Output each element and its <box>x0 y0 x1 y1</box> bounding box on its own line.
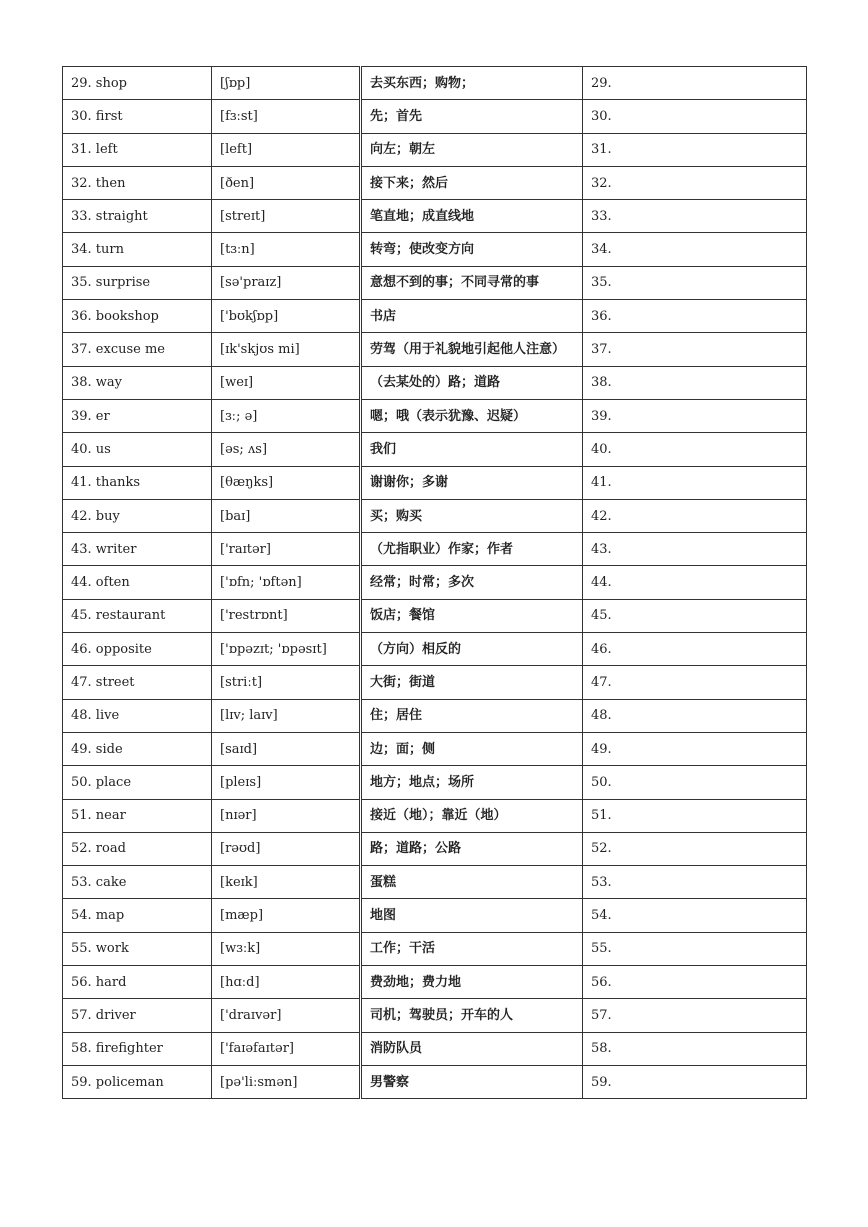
meaning-cell: 接下来；然后 <box>361 166 583 199</box>
phonetic-cell: [baɪ] <box>212 499 361 532</box>
meaning-cell: 司机；驾驶员；开车的人 <box>361 999 583 1032</box>
word-cell: 33. straight <box>63 200 212 233</box>
answer-blank-cell: 59. <box>583 1065 807 1098</box>
answer-blank-cell: 45. <box>583 599 807 632</box>
meaning-cell: 意想不到的事；不同寻常的事 <box>361 266 583 299</box>
answer-blank-cell: 46. <box>583 633 807 666</box>
word-cell: 50. place <box>63 766 212 799</box>
word-cell: 41. thanks <box>63 466 212 499</box>
table-row <box>63 499 807 532</box>
phonetic-cell: [hɑːd] <box>212 966 361 999</box>
word-cell: 32. then <box>63 166 212 199</box>
answer-blank-cell: 31. <box>583 133 807 166</box>
table-row <box>63 233 807 266</box>
answer-blank-cell: 51. <box>583 799 807 832</box>
phonetic-cell: [ʃɒp] <box>212 67 361 100</box>
phonetic-cell: ['draɪvər] <box>212 999 361 1032</box>
meaning-cell: 大街；街道 <box>361 666 583 699</box>
answer-blank-cell: 32. <box>583 166 807 199</box>
phonetic-cell: [əs; ʌs] <box>212 433 361 466</box>
phonetic-cell: [keɪk] <box>212 866 361 899</box>
word-cell: 36. bookshop <box>63 300 212 333</box>
phonetic-cell: [striːt] <box>212 666 361 699</box>
phonetic-cell: [wɜːk] <box>212 932 361 965</box>
table-row <box>63 732 807 765</box>
meaning-cell: 书店 <box>361 300 583 333</box>
phonetic-cell: [tɜːn] <box>212 233 361 266</box>
word-cell: 56. hard <box>63 966 212 999</box>
table-row <box>63 266 807 299</box>
phonetic-cell: ['restrɒnt] <box>212 599 361 632</box>
meaning-cell: 边；面；侧 <box>361 732 583 765</box>
table-row <box>63 966 807 999</box>
table-row <box>63 666 807 699</box>
word-cell: 51. near <box>63 799 212 832</box>
table-row <box>63 166 807 199</box>
table-row <box>63 699 807 732</box>
word-cell: 42. buy <box>63 499 212 532</box>
meaning-cell: 男警察 <box>361 1065 583 1098</box>
phonetic-cell: [rəʊd] <box>212 832 361 865</box>
table-row <box>63 832 807 865</box>
word-cell: 48. live <box>63 699 212 732</box>
answer-blank-cell: 57. <box>583 999 807 1032</box>
table-row <box>63 533 807 566</box>
answer-blank-cell: 55. <box>583 932 807 965</box>
word-cell: 58. firefighter <box>63 1032 212 1065</box>
meaning-cell: 工作；干活 <box>361 932 583 965</box>
phonetic-cell: ['ɒfn; 'ɒftən] <box>212 566 361 599</box>
table-row <box>63 999 807 1032</box>
table-row <box>63 466 807 499</box>
meaning-cell: 住；居住 <box>361 699 583 732</box>
word-cell: 29. shop <box>63 67 212 100</box>
phonetic-cell: [left] <box>212 133 361 166</box>
meaning-cell: （尤指职业）作家；作者 <box>361 533 583 566</box>
phonetic-cell: [streɪt] <box>212 200 361 233</box>
table-row <box>63 333 807 366</box>
meaning-cell: 嗯；哦（表示犹豫、迟疑） <box>361 399 583 432</box>
answer-blank-cell: 29. <box>583 67 807 100</box>
table-row <box>63 866 807 899</box>
table-row <box>63 899 807 932</box>
table-row <box>63 932 807 965</box>
word-cell: 55. work <box>63 932 212 965</box>
meaning-cell: 饭店；餐馆 <box>361 599 583 632</box>
phonetic-cell: ['ɒpəzɪt; 'ɒpəsɪt] <box>212 633 361 666</box>
meaning-cell: （去某处的）路；道路 <box>361 366 583 399</box>
word-cell: 40. us <box>63 433 212 466</box>
meaning-cell: （方向）相反的 <box>361 633 583 666</box>
answer-blank-cell: 44. <box>583 566 807 599</box>
word-cell: 46. opposite <box>63 633 212 666</box>
meaning-cell: 地方；地点；场所 <box>361 766 583 799</box>
phonetic-cell: [fɜːst] <box>212 100 361 133</box>
answer-blank-cell: 39. <box>583 399 807 432</box>
word-cell: 59. policeman <box>63 1065 212 1098</box>
word-cell: 54. map <box>63 899 212 932</box>
answer-blank-cell: 49. <box>583 732 807 765</box>
answer-blank-cell: 36. <box>583 300 807 333</box>
table-row <box>63 633 807 666</box>
table-row <box>63 200 807 233</box>
table-row <box>63 799 807 832</box>
table-row <box>63 566 807 599</box>
word-cell: 38. way <box>63 366 212 399</box>
word-cell: 30. first <box>63 100 212 133</box>
answer-blank-cell: 42. <box>583 499 807 532</box>
answer-blank-cell: 34. <box>583 233 807 266</box>
phonetic-cell: [sə'praɪz] <box>212 266 361 299</box>
word-cell: 43. writer <box>63 533 212 566</box>
word-cell: 37. excuse me <box>63 333 212 366</box>
table-row <box>63 366 807 399</box>
vocabulary-table <box>62 66 807 1099</box>
phonetic-cell: ['bʊkʃɒp] <box>212 300 361 333</box>
meaning-cell: 地图 <box>361 899 583 932</box>
answer-blank-cell: 37. <box>583 333 807 366</box>
table-row <box>63 599 807 632</box>
meaning-cell: 消防队员 <box>361 1032 583 1065</box>
answer-blank-cell: 47. <box>583 666 807 699</box>
word-cell: 57. driver <box>63 999 212 1032</box>
word-cell: 53. cake <box>63 866 212 899</box>
meaning-cell: 向左；朝左 <box>361 133 583 166</box>
meaning-cell: 转弯；使改变方向 <box>361 233 583 266</box>
answer-blank-cell: 53. <box>583 866 807 899</box>
word-cell: 52. road <box>63 832 212 865</box>
answer-blank-cell: 30. <box>583 100 807 133</box>
answer-blank-cell: 43. <box>583 533 807 566</box>
answer-blank-cell: 33. <box>583 200 807 233</box>
meaning-cell: 经常；时常；多次 <box>361 566 583 599</box>
table-row <box>63 133 807 166</box>
meaning-cell: 谢谢你；多谢 <box>361 466 583 499</box>
phonetic-cell: [nɪər] <box>212 799 361 832</box>
word-cell: 31. left <box>63 133 212 166</box>
phonetic-cell: [pə'liːsmən] <box>212 1065 361 1098</box>
phonetic-cell: [pleɪs] <box>212 766 361 799</box>
table-row <box>63 67 807 100</box>
answer-blank-cell: 48. <box>583 699 807 732</box>
answer-blank-cell: 38. <box>583 366 807 399</box>
phonetic-cell: ['faɪəfaɪtər] <box>212 1032 361 1065</box>
phonetic-cell: [ɜː; ə] <box>212 399 361 432</box>
phonetic-cell: [ɪk'skjʊs mi] <box>212 333 361 366</box>
meaning-cell: 先；首先 <box>361 100 583 133</box>
meaning-cell: 去买东西；购物； <box>361 67 583 100</box>
phonetic-cell: [saɪd] <box>212 732 361 765</box>
answer-blank-cell: 54. <box>583 899 807 932</box>
phonetic-cell: [mæp] <box>212 899 361 932</box>
table-row <box>63 1065 807 1098</box>
meaning-cell: 买；购买 <box>361 499 583 532</box>
phonetic-cell: [θæŋks] <box>212 466 361 499</box>
meaning-cell: 劳驾（用于礼貌地引起他人注意） <box>361 333 583 366</box>
table-row <box>63 300 807 333</box>
vocabulary-sheet <box>62 66 806 1099</box>
phonetic-cell: [weɪ] <box>212 366 361 399</box>
vocabulary-table-body <box>63 67 807 1099</box>
word-cell: 39. er <box>63 399 212 432</box>
table-row <box>63 433 807 466</box>
answer-blank-cell: 40. <box>583 433 807 466</box>
answer-blank-cell: 35. <box>583 266 807 299</box>
word-cell: 34. turn <box>63 233 212 266</box>
table-row <box>63 399 807 432</box>
word-cell: 45. restaurant <box>63 599 212 632</box>
table-row <box>63 1032 807 1065</box>
table-row <box>63 766 807 799</box>
phonetic-cell: [lɪv; laɪv] <box>212 699 361 732</box>
meaning-cell: 笔直地；成直线地 <box>361 200 583 233</box>
meaning-cell: 路；道路；公路 <box>361 832 583 865</box>
answer-blank-cell: 52. <box>583 832 807 865</box>
word-cell: 49. side <box>63 732 212 765</box>
answer-blank-cell: 41. <box>583 466 807 499</box>
phonetic-cell: [ðen] <box>212 166 361 199</box>
phonetic-cell: ['raɪtər] <box>212 533 361 566</box>
answer-blank-cell: 50. <box>583 766 807 799</box>
meaning-cell: 蛋糕 <box>361 866 583 899</box>
word-cell: 35. surprise <box>63 266 212 299</box>
table-row <box>63 100 807 133</box>
meaning-cell: 接近（地）；靠近（地） <box>361 799 583 832</box>
answer-blank-cell: 56. <box>583 966 807 999</box>
word-cell: 47. street <box>63 666 212 699</box>
word-cell: 44. often <box>63 566 212 599</box>
answer-blank-cell: 58. <box>583 1032 807 1065</box>
meaning-cell: 费劲地；费力地 <box>361 966 583 999</box>
meaning-cell: 我们 <box>361 433 583 466</box>
